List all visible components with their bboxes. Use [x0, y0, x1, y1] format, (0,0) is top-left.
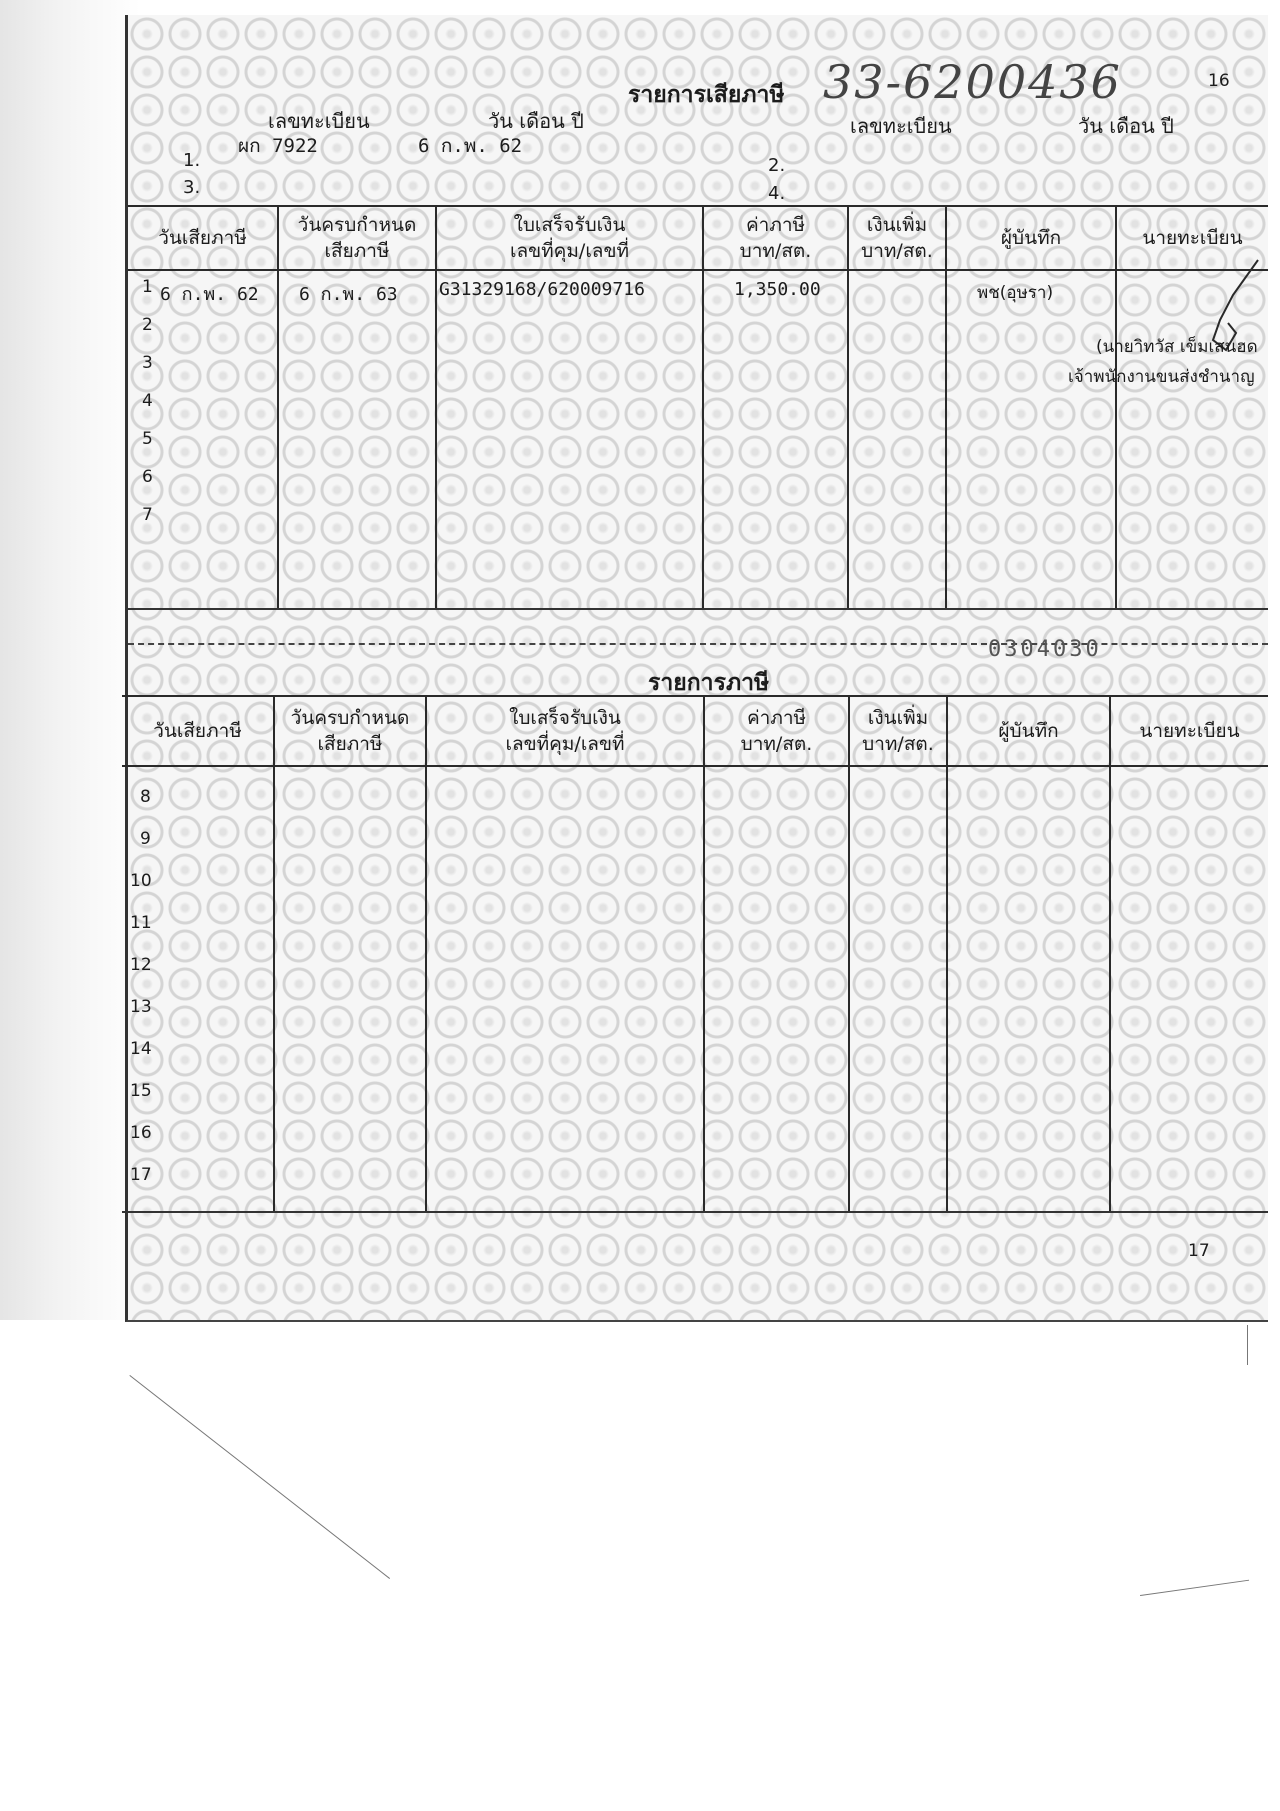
stamp-number: 0304030 [988, 637, 1102, 662]
lower-cell-registrar [1110, 766, 1268, 1212]
slot-3: 3. [183, 177, 201, 198]
row-number-8: 8 [140, 787, 151, 807]
row-number-9: 9 [140, 829, 151, 849]
entry-recorder: พช(อุษรา) [946, 270, 1116, 610]
lower-col-header-surcharge: เงินเพิ่ม บาท/สต. [849, 696, 947, 766]
row-number-7: 7 [142, 505, 153, 525]
entry-tax: 1,350.00 [703, 270, 848, 610]
lower-col-header-recorder: ผู้บันทึก [947, 696, 1110, 766]
row-number-5: 5 [142, 429, 153, 449]
col-header-surcharge: เงินเพิ่ม บาท/สต. [848, 206, 946, 270]
row-number-11: 11 [130, 913, 152, 933]
col-header-tax: ค่าภาษี บาท/สต. [703, 206, 848, 270]
handwritten-number: 33-6200436 [823, 55, 1122, 109]
lower-col-header-paid-date: วันเสียภาษี [122, 696, 274, 766]
lower-col-header-tax: ค่าภาษี บาท/สต. [704, 696, 849, 766]
upper-title: รายการเสียภาษี [628, 82, 785, 108]
row-number-14: 14 [130, 1039, 152, 1059]
row-number-13: 13 [130, 997, 152, 1017]
date-header-left: วัน เดือน ปี [488, 109, 584, 133]
lower-tax-table [122, 695, 1268, 1212]
row-number-6: 6 [142, 467, 153, 487]
slot-4: 4. [768, 183, 786, 204]
lower-col-header-registrar: นายทะเบียน [1110, 696, 1268, 766]
col-header-receipt: ใบเสร็จรับเงิน เลขที่คุม/เลขที่ [436, 206, 703, 270]
col-header-registrar: นายทะเบียน [1116, 206, 1268, 270]
entry-due-date: 6 ก.พ. 63 [278, 270, 436, 610]
page-number-top: 16 [1208, 71, 1230, 91]
lower-col-header-due-date: วันครบกำหนด เสียภาษี [274, 696, 426, 766]
scan-edge-shadow [0, 0, 140, 1320]
lower-cell-receipt [426, 766, 704, 1212]
row-number-12: 12 [130, 955, 152, 975]
lower-title: รายการภาษี [648, 670, 770, 696]
row-number-16: 16 [130, 1123, 152, 1143]
row-number-10: 10 [130, 871, 152, 891]
col-header-paid-date: วันเสียภาษี [128, 206, 278, 270]
row-number-2: 2 [142, 315, 153, 335]
entry-surcharge [848, 270, 946, 610]
reg-header-left: เลขทะเบียน [268, 109, 370, 133]
scan-artifact-mark [1140, 1580, 1249, 1596]
slot-2: 2. [768, 155, 786, 176]
row-number-17: 17 [130, 1165, 152, 1185]
upper-tax-table [128, 205, 1268, 610]
registration-date-value: 6 ก.พ. 62 [418, 135, 523, 157]
section-divider [128, 608, 1268, 610]
entry-paid-date: 6 ก.พ. 62 [128, 270, 278, 610]
col-header-recorder: ผู้บันทึก [946, 206, 1116, 270]
date-header-right: วัน เดือน ปี [1078, 114, 1174, 138]
registrar-name: (นายาิทวัส เข็มเสนฮด [1096, 337, 1258, 357]
scan-artifact-fold-line [129, 1375, 390, 1579]
lower-col-header-receipt: ใบเสร็จรับเงิน เลขที่คุม/เลขที่ [426, 696, 704, 766]
entry-receipt: G31329168/620009716 [436, 270, 703, 610]
row-number-3: 3 [142, 353, 153, 373]
col-header-due-date: วันครบกำหนด เสียภาษี [278, 206, 436, 270]
lower-cell-tax [704, 766, 849, 1212]
row-number-15: 15 [130, 1081, 152, 1101]
tax-record-sheet [125, 15, 1268, 1322]
registration-value: ผก 7922 [238, 135, 318, 157]
page-number-bottom: 17 [1188, 1241, 1210, 1261]
row-number-1: 1 [142, 277, 153, 297]
lower-table-bottom-line [122, 1211, 1268, 1213]
lower-cell-surcharge [849, 766, 947, 1212]
registrar-title: เจ้าพนักงานขนส่งชำนาญ [1068, 367, 1255, 387]
lower-cell-due-date [274, 766, 426, 1212]
row-number-4: 4 [142, 391, 153, 411]
lower-cell-recorder [947, 766, 1110, 1212]
slot-1: 1. [183, 150, 201, 171]
scan-artifact-edge [1247, 1325, 1248, 1365]
reg-header-right: เลขทะเบียน [850, 114, 952, 138]
